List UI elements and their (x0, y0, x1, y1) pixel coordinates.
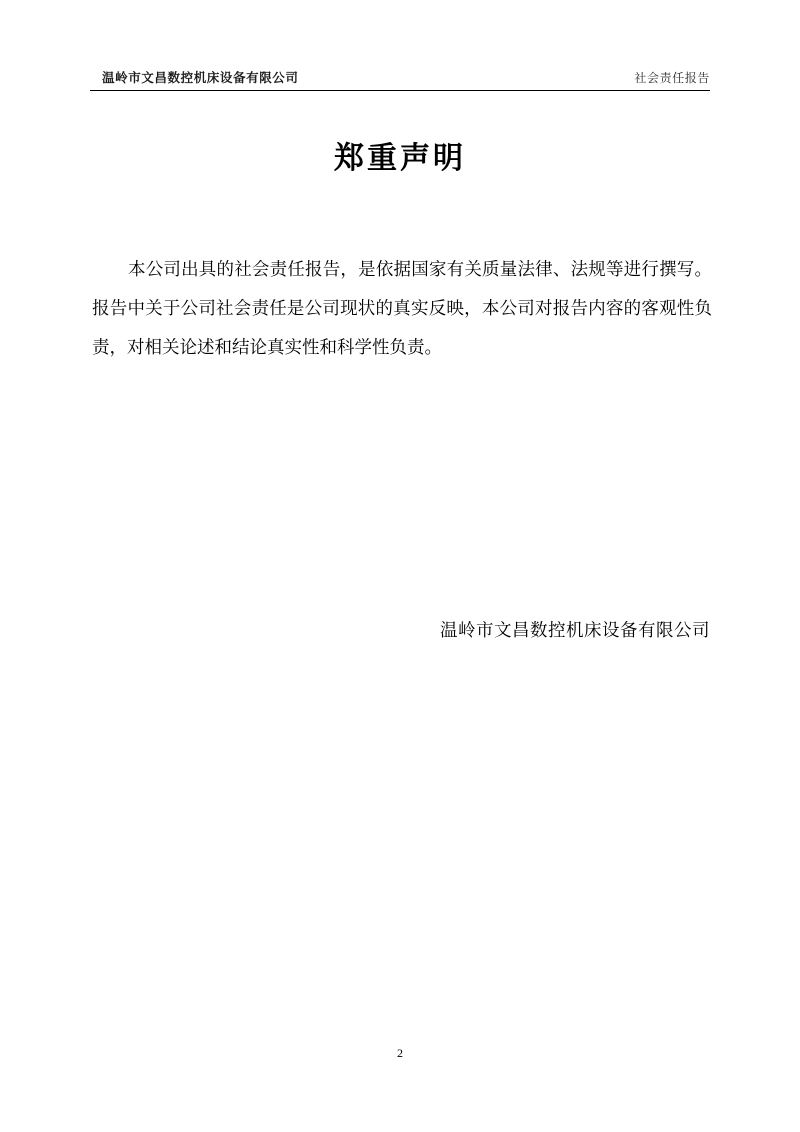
signature-company-name: 温岭市文昌数控机床设备有限公司 (440, 620, 710, 640)
header-divider (90, 90, 710, 91)
header-company-name: 温岭市文昌数控机床设备有限公司 (102, 70, 299, 85)
body-content (92, 250, 712, 367)
statement-paragraph: 本公司出具的社会责任报告，是依据国家有关质量法律、法规等进行撰写。报告中关于公司社会责任是公司现状的真实反映，本公司对报告内容的客观性负责，对相关论述和结论真实性和科学性负责。 (92, 259, 712, 357)
running-header (90, 68, 710, 96)
header-document-type: 社会责任报告 (634, 71, 710, 85)
page-number: 2 (397, 1046, 403, 1060)
page-title: 郑重声明 (334, 141, 466, 176)
